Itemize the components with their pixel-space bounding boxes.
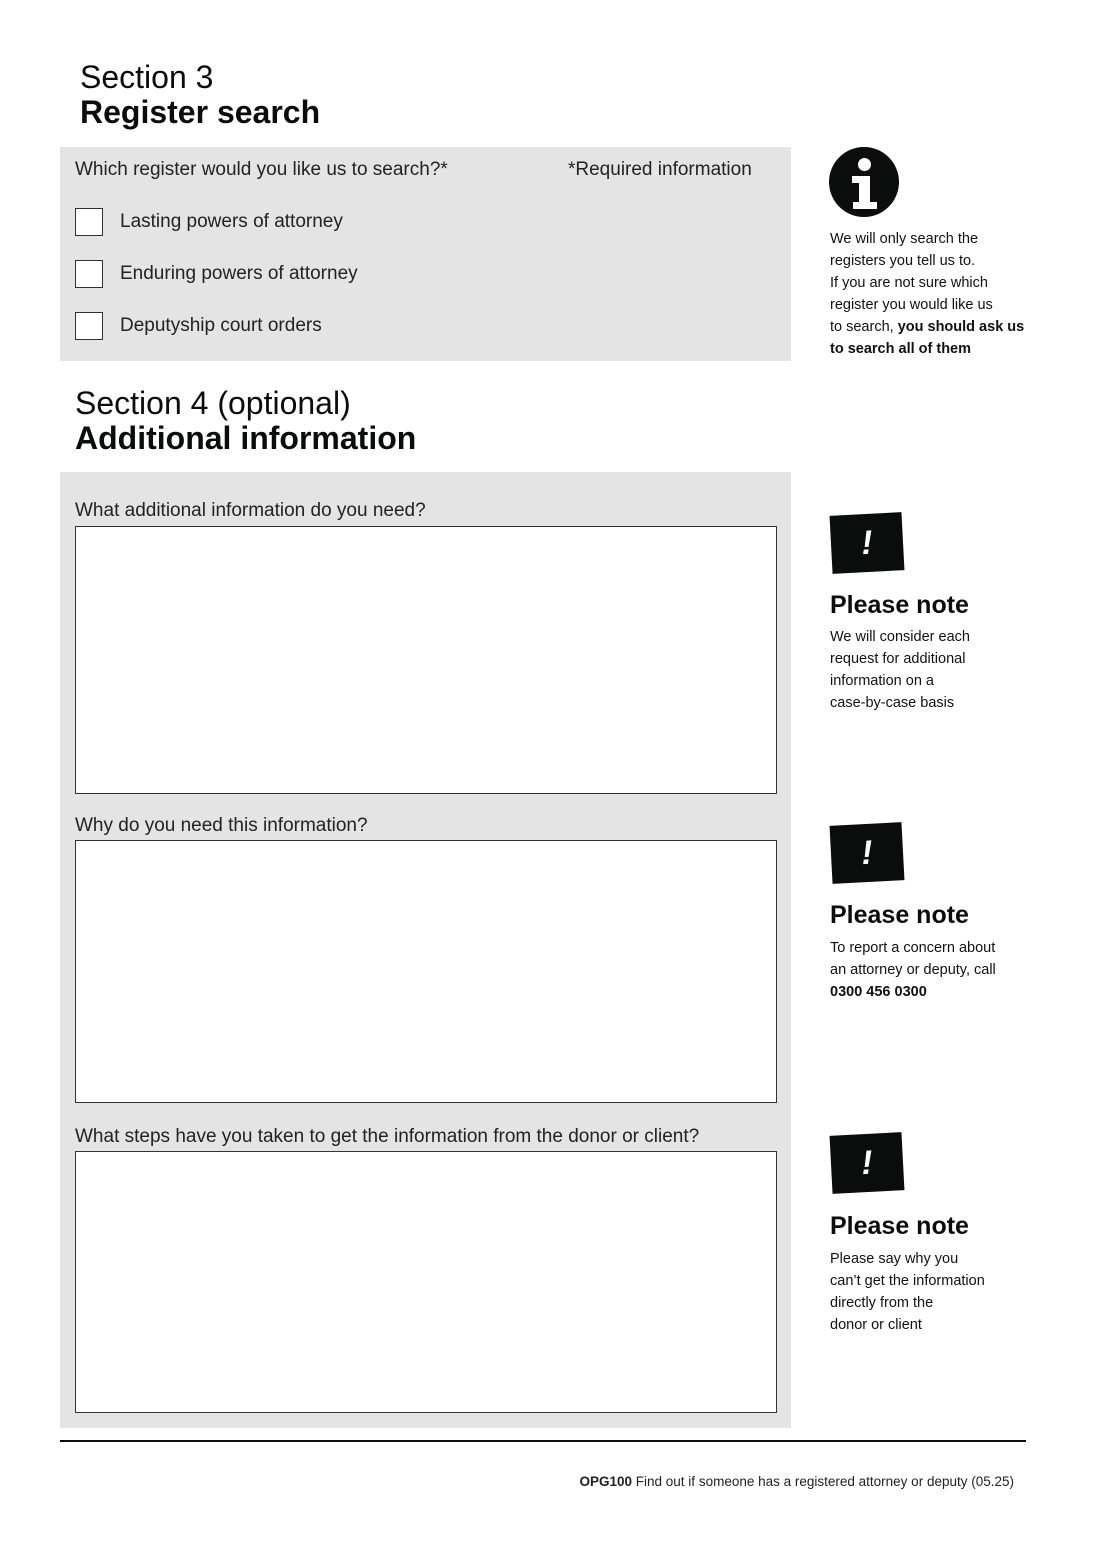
- option-enduring-powers[interactable]: [75, 260, 358, 288]
- info-bold-text: you should ask us to search all of them: [830, 319, 1025, 357]
- section-number: Section 4 (optional): [75, 385, 351, 421]
- section-4-heading: [75, 386, 416, 456]
- reason-question: Why do you need this information?: [75, 815, 368, 836]
- deputyship-checkbox[interactable]: [75, 312, 103, 340]
- helpline-number: 0300 456 0300: [830, 984, 927, 1000]
- steps-textarea[interactable]: [75, 1151, 777, 1413]
- footer-text: [580, 1474, 1015, 1489]
- warning-icon: !: [830, 512, 905, 574]
- lasting-powers-checkbox[interactable]: [75, 208, 103, 236]
- warning-icon: !: [830, 822, 905, 884]
- option-lasting-powers[interactable]: [75, 208, 343, 236]
- note-title: Please note: [830, 901, 969, 929]
- form-code: OPG100: [579, 1474, 633, 1489]
- warning-icon: !: [830, 1132, 905, 1194]
- option-label: Deputyship court orders: [120, 315, 322, 336]
- enduring-powers-checkbox[interactable]: [75, 260, 103, 288]
- info-icon: [829, 147, 899, 217]
- form-title: Find out if someone has a registered attorney or deputy (05.25): [632, 1474, 1014, 1489]
- footer-divider: [60, 1440, 1026, 1442]
- additional-info-question: What additional information do you need?: [75, 500, 426, 521]
- note-title: Please note: [830, 1212, 969, 1240]
- note-title: Please note: [830, 591, 969, 619]
- additional-info-textarea[interactable]: [75, 526, 777, 794]
- option-label: Enduring powers of attorney: [120, 263, 358, 284]
- option-deputyship[interactable]: [75, 312, 322, 340]
- info-text: We will only search the registers you tell us to. If you are not sure which register you would like us to search, you should ask us to search all of them: [830, 231, 1025, 357]
- note-text: Please say why you can’t get the information directly from the donor or client: [830, 1251, 985, 1333]
- reason-textarea[interactable]: [75, 840, 777, 1103]
- section-title: Additional information: [75, 420, 417, 457]
- steps-question: What steps have you taken to get the information from the donor or client?: [75, 1126, 700, 1147]
- note-text: We will consider each request for additional information on a case-by-case basis: [830, 629, 970, 711]
- required-info-note: *Required information: [568, 159, 752, 180]
- section-title: Register search: [80, 94, 321, 131]
- note-text: To report a concern about an attorney or deputy, call 0300 456 0300: [830, 940, 996, 1000]
- option-label: Lasting powers of attorney: [120, 211, 343, 232]
- section-3-heading: [80, 60, 320, 130]
- register-question: Which register would you like us to search?*: [75, 159, 448, 180]
- section-number: Section 3: [80, 59, 214, 95]
